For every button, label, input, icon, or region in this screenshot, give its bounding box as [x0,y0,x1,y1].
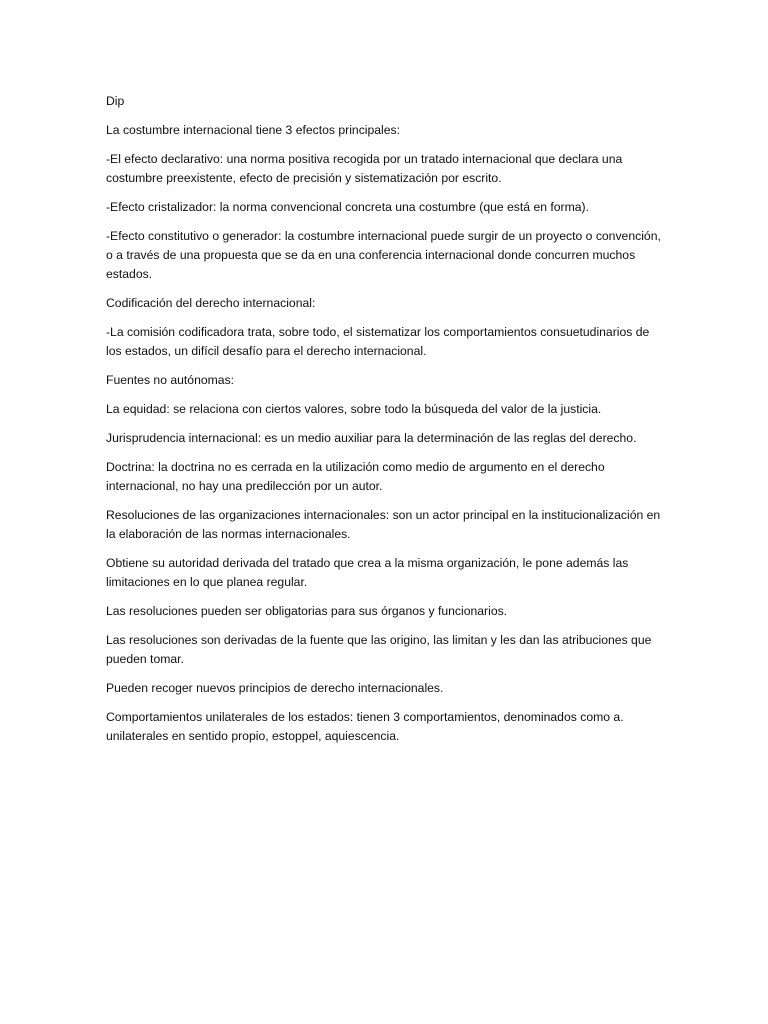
heading-fuentes-no-autonomas: Fuentes no autónomas: [106,373,235,387]
paragraph-efecto-cristalizador: -Efecto cristalizador: la norma convencional concreta una costumbre (que está en forma). [106,200,589,214]
paragraph-equidad: La equidad: se relaciona con ciertos valores, sobre todo la búsqueda del valor de la justicia. [106,402,602,416]
paragraph-doctrina: Doctrina: la doctrina no es cerrada en la utilización como medio de argumento en el derecho internacional, no hay una predilección por un autor. [106,460,605,493]
document-title: Dip [106,94,125,108]
paragraph-resoluciones-obligatorias: Las resoluciones pueden ser obligatorias para sus órganos y funcionarios. [106,604,508,618]
paragraph-jurisprudencia: Jurisprudencia internacional: es un medio auxiliar para la determinación de las reglas del derecho. [106,431,637,445]
paragraph-costumbre-intro: La costumbre internacional tiene 3 efectos principales: [106,123,401,137]
paragraph-comision-codificadora: -La comisión codificadora trata, sobre todo, el sistematizar los comportamientos consuetudinarios de los estados, un difícil desafío para el derecho internacional. [106,325,650,358]
paragraph-nuevos-principios: Pueden recoger nuevos principios de derecho internacionales. [106,681,444,695]
paragraph-comportamientos-unilaterales: Comportamientos unilaterales de los estados: tienen 3 comportamientos, denominados como a. unilaterales en sentido propio, estoppel, aquiescencia. [106,710,624,743]
heading-codificacion: Codificación del derecho internacional: [106,296,316,310]
paragraph-resoluciones-derivadas: Las resoluciones son derivadas de la fuente que las origino, las limitan y les dan las atribuciones que pueden tomar. [106,633,652,666]
paragraph-efecto-declarativo: -El efecto declarativo: una norma positiva recogida por un tratado internacional que declara una costumbre preexistente, efecto de precisión y sistematización por escrito. [106,152,623,185]
paragraph-resoluciones: Resoluciones de las organizaciones internacionales: son un actor principal en la institucionalización en la elaboración de las normas internacionales. [106,508,661,541]
document-body [106,92,666,756]
paragraph-efecto-constitutivo: -Efecto constitutivo o generador: la costumbre internacional puede surgir de un proyecto o convención, o a través de una propuesta que se da en una conferencia internacional donde concurren muchos estados. [106,229,661,281]
paragraph-autoridad-derivada: Obtiene su autoridad derivada del tratado que crea a la misma organización, le pone además las limitaciones en lo que planea regular. [106,556,629,589]
